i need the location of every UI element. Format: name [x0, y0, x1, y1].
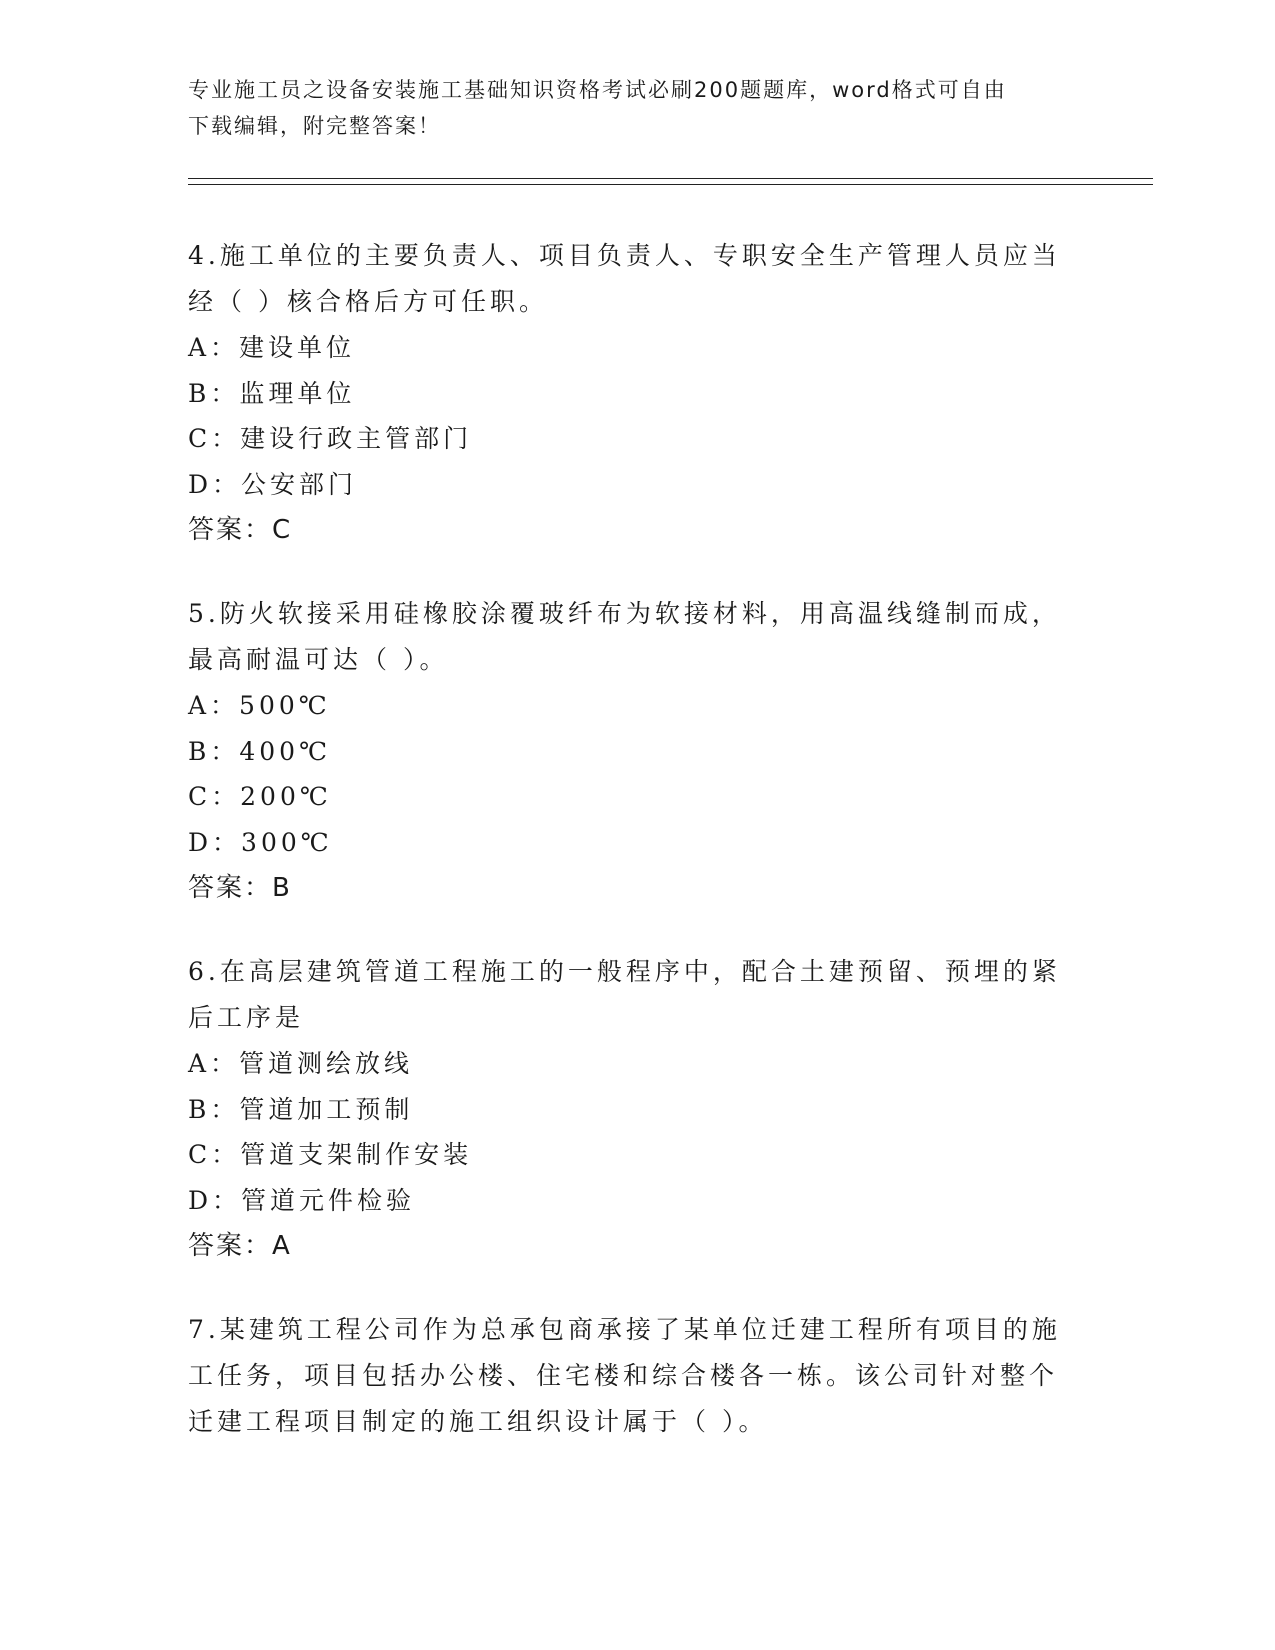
question-5: [188, 591, 1068, 911]
header-line-1: 专业施工员之设备安装施工基础知识资格考试必刷200题题库，word格式可自由: [188, 78, 1007, 102]
option-c: C：200℃: [188, 782, 332, 811]
option-d: D：300℃: [188, 827, 333, 857]
answer: 答案：B: [188, 873, 292, 903]
question-stem: 7.某建筑工程公司作为总承包商承接了某单位迁建工程所有项目的施: [188, 1315, 1061, 1344]
question-7: [188, 1307, 1068, 1445]
option-a: A：500℃: [188, 691, 331, 720]
option-c: C：管道支架制作安装: [188, 1140, 473, 1169]
question-stem: 经（ ）核合格后方可任职。: [188, 287, 548, 316]
option-a: A：管道测绘放线: [188, 1049, 414, 1078]
option-d: D：公安部门: [188, 469, 358, 499]
option-a: A：建设单位: [188, 333, 356, 362]
question-4: [188, 233, 1068, 553]
question-stem: 迁建工程项目制定的施工组织设计属于（ ）。: [188, 1407, 768, 1436]
header-divider-bottom: [188, 184, 1153, 185]
question-stem: 4.施工单位的主要负责人、项目负责人、专职安全生产管理人员应当: [188, 241, 1061, 270]
option-b: B：监理单位: [188, 378, 356, 408]
header-divider-top: [188, 178, 1153, 179]
option-b: B：管道加工预制: [188, 1094, 414, 1124]
question-stem: 最高耐温可达（ ）。: [188, 645, 449, 674]
question-stem: 工任务，项目包括办公楼、住宅楼和综合楼各一栋。该公司针对整个: [188, 1361, 1059, 1390]
answer: 答案：C: [188, 515, 293, 545]
document-header: [188, 72, 1078, 144]
question-stem: 5.防火软接采用硅橡胶涂覆玻纤布为软接材料，用高温线缝制而成，: [188, 599, 1061, 628]
option-b: B：400℃: [188, 736, 332, 766]
header-line-2: 下载编辑，附完整答案！: [188, 114, 441, 138]
question-6: [188, 949, 1068, 1269]
question-stem: 后工序是: [188, 1003, 305, 1032]
answer: 答案：A: [188, 1231, 292, 1261]
option-c: C：建设行政主管部门: [188, 424, 473, 453]
question-list: [188, 233, 1068, 1483]
question-stem: 6.在高层建筑管道工程施工的一般程序中，配合土建预留、预埋的紧: [188, 957, 1061, 986]
option-d: D：管道元件检验: [188, 1185, 416, 1215]
